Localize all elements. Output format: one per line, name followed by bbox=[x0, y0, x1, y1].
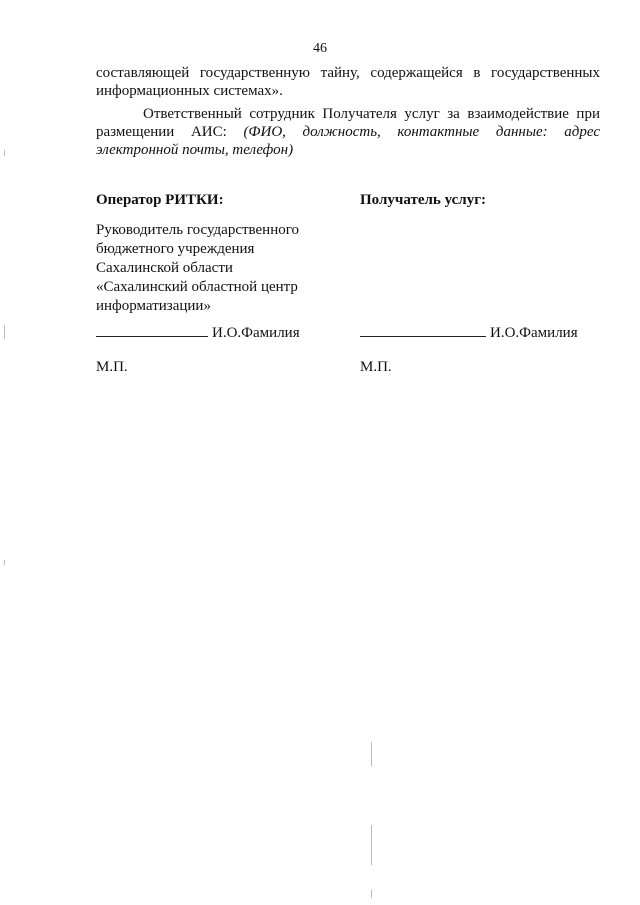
operator-description: Руководитель государственного бюджетного учреждения Сахалинской области «Сахалинский областной центр информатизации» bbox=[96, 222, 300, 314]
signature-line bbox=[96, 324, 208, 337]
operator-signature-name: И.О.Фамилия bbox=[212, 325, 300, 341]
scan-speck bbox=[4, 325, 5, 339]
paragraph-continuation: составляющей государственную тайну, содержащейся в государственных информационных системах». bbox=[96, 65, 600, 99]
operator-signature bbox=[96, 324, 300, 342]
responsible-employee-lead: Ответственный сотрудник Получателя услуг за взаимодействие при размещении АИС: bbox=[96, 106, 600, 140]
recipient-signature-name: И.О.Фамилия bbox=[490, 325, 578, 341]
scan-speck bbox=[371, 890, 372, 898]
responsible-employee-placeholder: (ФИО, должность, контактные данные: адрес электронной почты, телефон) bbox=[96, 124, 600, 158]
page-number: 46 bbox=[313, 41, 327, 56]
recipient-signature bbox=[360, 324, 578, 342]
scan-speck bbox=[4, 150, 5, 156]
operator-stamp-label: М.П. bbox=[96, 359, 128, 375]
signature-line bbox=[360, 324, 486, 337]
operator-title: Оператор РИТКИ: bbox=[96, 192, 224, 208]
responsible-employee-paragraph bbox=[96, 105, 600, 159]
scan-speck bbox=[371, 742, 372, 766]
scan-speck bbox=[371, 825, 372, 865]
scan-speck bbox=[4, 560, 5, 565]
recipient-title: Получатель услуг: bbox=[360, 192, 486, 208]
recipient-stamp-label: М.П. bbox=[360, 359, 392, 375]
